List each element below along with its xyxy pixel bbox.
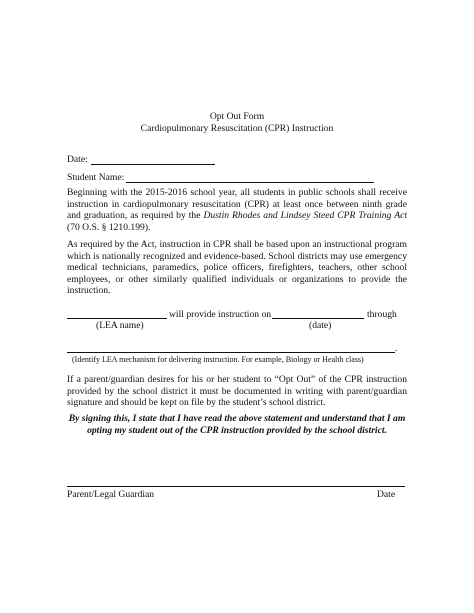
lea-name-caption: (LEA name)	[96, 320, 144, 331]
provide-instruction-text: will provide instruction on	[169, 309, 272, 320]
paragraph-opt-out: If a parent/guardian desires for his or her student to “Opt Out” of the CPR instruction provided by the school district it must be documented in writing with parent/guardian signature and should be kept on file by the student’s school district.	[67, 374, 407, 409]
student-name-field-line[interactable]	[126, 182, 374, 183]
form-title: Opt Out Form	[209, 111, 265, 122]
student-name-label: Student Name:	[67, 172, 125, 183]
lea-name-field-line[interactable]	[67, 318, 167, 319]
signing-statement: By signing this, I state that I have read the above statement and understand that I am opting my student out of the CPR instruction provided by the school district.	[68, 413, 406, 436]
date-field-line[interactable]	[91, 164, 215, 165]
paragraph-instruction-basis: As required by the Act, instruction in CPR shall be based upon an instructional program which is nationally recognized and evidence-based. School districts may use emergency medical technicians, paramedics, police officers, firefighters, teachers, other school employees, or other similarly qualified individuals or organizations to provide the instruction.	[67, 239, 407, 297]
mechanism-field-line[interactable]	[67, 352, 395, 353]
paragraph-requirement: Beginning with the 2015-2016 school year, all students in public schools shall receive instruction in cardiopulmonary resuscitation (CPR) at least once between ninth grade and graduation, as required by the Dustin Rhodes and Lindsey Steed CPR Training Act (70 O.S. § 1210.199).	[67, 187, 407, 233]
instruction-date-field-line[interactable]	[272, 318, 364, 319]
signature-line[interactable]	[67, 486, 405, 487]
mechanism-period: .	[395, 343, 398, 354]
signature-date-label: Date	[377, 489, 396, 500]
date-caption: (date)	[309, 320, 332, 331]
parent-guardian-label: Parent/Legal Guardian	[67, 489, 155, 500]
form-subtitle: Cardiopulmonary Resuscitation (CPR) Instruction	[140, 123, 334, 134]
mechanism-note: (Identify LEA mechanism for delivering instruction. For example, Biology or Health class)	[72, 355, 364, 364]
through-text: through	[367, 309, 397, 320]
date-label: Date:	[67, 154, 88, 165]
